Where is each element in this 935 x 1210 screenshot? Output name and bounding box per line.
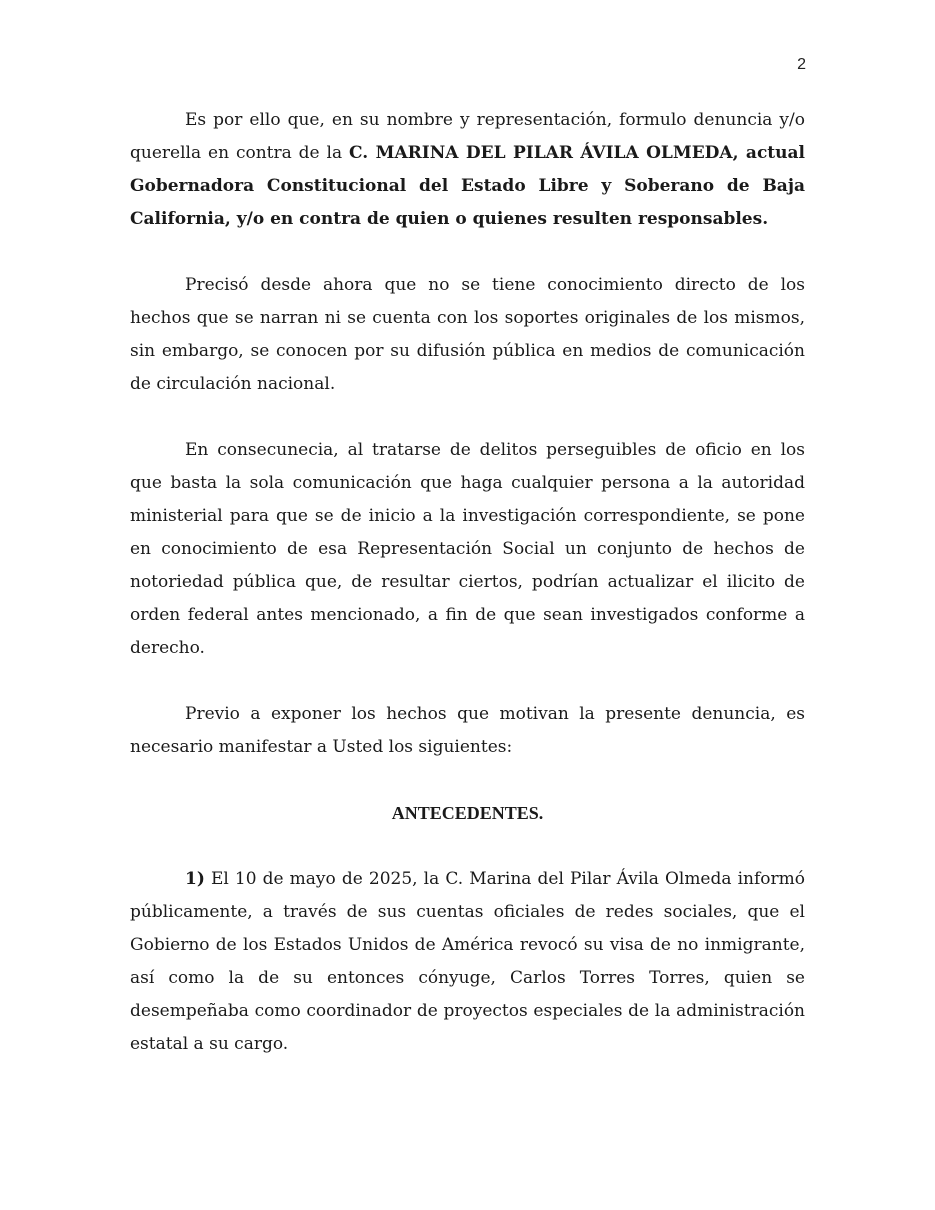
- item-number: 1): [185, 869, 205, 889]
- paragraph-gap: [130, 236, 805, 269]
- page-number: 2: [797, 56, 806, 73]
- paragraph-knowledge: Precisó desde ahora que no se tiene conocimiento directo de los hechos que se narran ni se cuenta con los soportes originales de los mismos, sin embargo, se conocen por su difusión pública en medios de comunicación de circulación nacional.: [130, 275, 805, 394]
- paragraph-gap: [130, 401, 805, 434]
- paragraph-gap: [130, 764, 805, 797]
- paragraph-preamble: Previo a exponer los hechos que motivan la presente denuncia, es necesario manifestar a Usted los siguientes:: [130, 704, 805, 757]
- antecedent-item-1: [130, 863, 805, 1061]
- paragraph-gap: [130, 830, 805, 863]
- accused-name-bold: C. MARINA DEL PILAR ÁVILA OLMEDA, actual Gobernadora Constitucional del Estado Libre y Soberano de Baja California, y/o en contra de quien o quienes resulten responsables.: [130, 143, 805, 229]
- document-body: [130, 104, 805, 1061]
- section-heading: ANTECEDENTES.: [391, 803, 544, 823]
- paragraph-gap: [130, 665, 805, 698]
- item-text: El 10 de mayo de 2025, la C. Marina del Pilar Ávila Olmeda informó públicamente, a través de sus cuentas oficiales de redes sociales, que el Gobierno de los Estados Unidos de América revocó su visa de no inmigrante, así como la de su entonces cónyuge, Carlos Torres Torres, quien se desempeñaba como coordinador de proyectos especiales de la administración estatal a su cargo.: [130, 869, 805, 1054]
- paragraph-consequence: En consecunecia, al tratarse de delitos perseguibles de oficio en los que basta la sola comunicación que haga cualquier persona a la autoridad ministerial para que se de inicio a la investigación correspondiente, se pone en conocimiento de esa Representación Social un conjunto de hechos de notoriedad pública que, de resultar ciertos, podrían actualizar el ilicito de orden federal antes mencionado, a fin de que sean investigados conforme a derecho.: [130, 440, 805, 658]
- complaint-lead-text: Es por ello que, en su nombre y representación, formulo denuncia y/o querella en contra de la: [130, 110, 805, 163]
- paragraph-complaint: [130, 104, 805, 236]
